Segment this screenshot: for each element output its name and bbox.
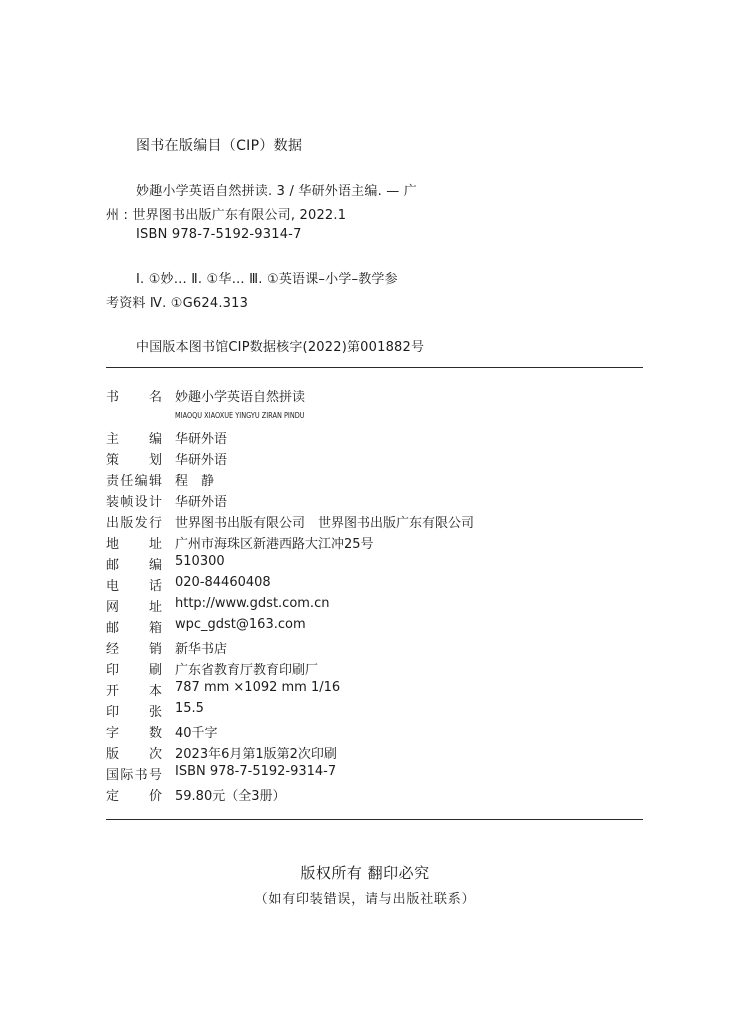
info-value: 40千字 xyxy=(175,726,218,741)
info-label: 地 址 xyxy=(106,537,162,552)
cip-line-3: ISBN 978-7-5192-9314-7 xyxy=(136,227,302,242)
info-label: 国 际 书 号 xyxy=(106,768,162,783)
info-value: 020-84460408 xyxy=(175,575,271,590)
info-value: 广东省教育厅教育印刷厂 xyxy=(175,663,319,678)
info-value: 程 静 xyxy=(175,474,215,489)
info-value: 广州市海珠区新港西路大江冲25号 xyxy=(175,537,374,552)
cip-line-5: 考资料 Ⅳ. ①G624.313 xyxy=(106,296,249,311)
errata-notice: （如有印装错误，请与出版社联系） xyxy=(254,892,476,907)
info-value: 2023年6月第1版第2次印刷 xyxy=(175,747,337,762)
info-label: 出 版 发 行 xyxy=(106,516,162,531)
info-value: 新华书店 xyxy=(175,642,228,657)
info-label: 经 销 xyxy=(106,642,162,657)
cip-line-6: 中国版本图书馆CIP数据核字(2022)第001882号 xyxy=(136,340,425,355)
info-label: 装 帧 设 计 xyxy=(106,495,162,510)
bottom-divider xyxy=(106,819,643,820)
info-value: wpc_gdst@163.com xyxy=(175,617,306,632)
cip-line-4: Ⅰ. ①妙… Ⅱ. ①华… Ⅲ. ①英语课–小学–教学参 xyxy=(136,272,398,287)
cip-title: 图书在版编目（CIP）数据 xyxy=(136,138,303,154)
info-label: 印 刷 xyxy=(106,663,162,678)
info-label: 邮 编 xyxy=(106,558,162,573)
title-pinyin: MIAOQU XIAOXUE YINGYU ZIRAN PINDU xyxy=(175,411,305,420)
top-divider xyxy=(106,367,643,368)
info-label: 电 话 xyxy=(106,579,162,594)
info-label: 网 址 xyxy=(106,600,162,615)
info-label: 字 数 xyxy=(106,726,162,741)
info-label: 书 名 xyxy=(106,390,162,405)
cip-line-1: 妙趣小学英语自然拼读. 3 / 华研外语主编. — 广 xyxy=(136,184,417,199)
info-value: http://www.gdst.com.cn xyxy=(175,596,330,611)
info-value: 华研外语 xyxy=(175,495,228,510)
info-value: 世界图书出版有限公司 世界图书出版广东有限公司 xyxy=(175,516,475,531)
info-label: 版 次 xyxy=(106,747,162,762)
info-label: 开 本 xyxy=(106,684,162,699)
info-value: 510300 xyxy=(175,554,225,569)
info-label: 策 划 xyxy=(106,453,162,468)
info-label: 邮 箱 xyxy=(106,621,162,636)
info-label: 印 张 xyxy=(106,705,162,720)
info-label: 主 编 xyxy=(106,432,162,447)
info-value: 华研外语 xyxy=(175,453,228,468)
info-label: 定 价 xyxy=(106,789,162,804)
info-value: 华研外语 xyxy=(175,432,228,447)
info-value: 15.5 xyxy=(175,701,204,716)
info-value: 妙趣小学英语自然拼读 xyxy=(175,390,306,405)
cip-line-2: 州 : 世界图书出版广东有限公司, 2022.1 xyxy=(106,208,347,223)
info-value: 787 mm ×1092 mm 1/16 xyxy=(175,680,341,695)
info-label: 责 任 编 辑 xyxy=(106,474,162,489)
info-value: ISBN 978-7-5192-9314-7 xyxy=(175,764,337,779)
copyright-notice: 版权所有 翻印必究 xyxy=(300,864,430,882)
info-value: 59.80元（全3册） xyxy=(175,789,286,804)
